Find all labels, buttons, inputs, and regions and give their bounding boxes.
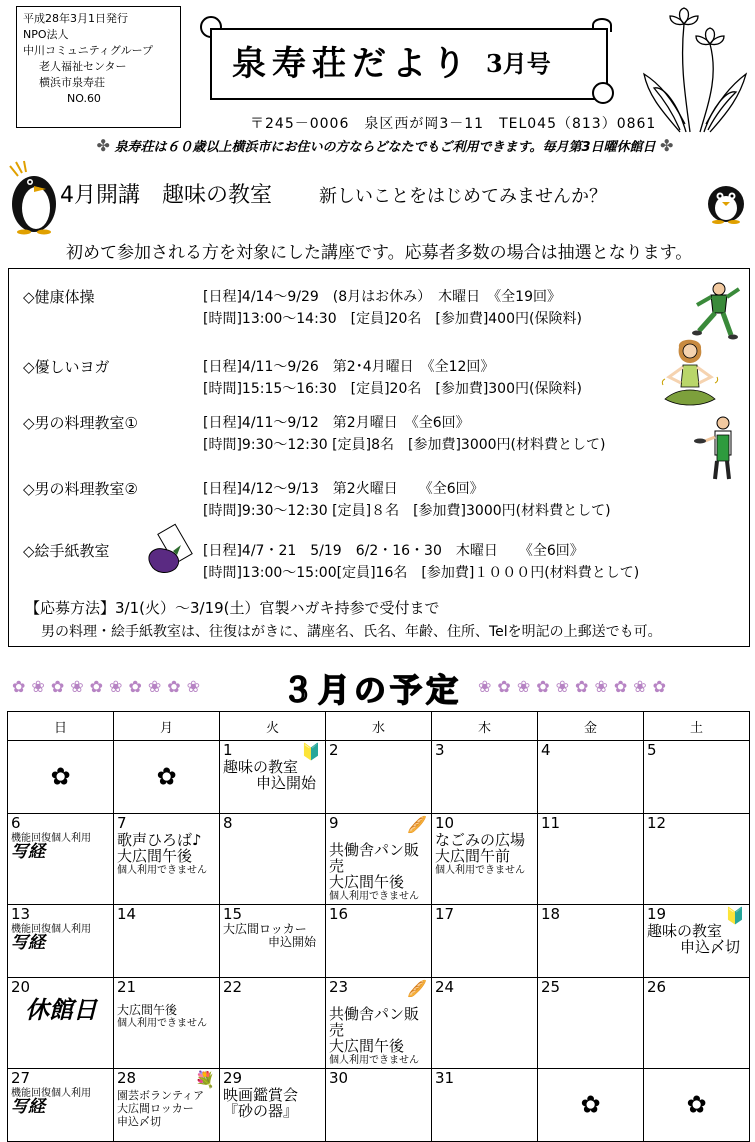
flower-icon: ✿ bbox=[50, 762, 71, 791]
event-text: 個人利用できません bbox=[117, 1018, 207, 1029]
calendar-cell bbox=[326, 814, 432, 905]
calendar-cell-empty bbox=[114, 741, 220, 814]
course-details: [時間]13:00～14:30 [定員]20名 [参加費]400円(保険料) bbox=[203, 311, 582, 327]
course-details: [時間]9:30～12:30 [定員]８名 [参加費]3000円(材料費として) bbox=[203, 503, 611, 519]
day-number: 5 bbox=[647, 741, 657, 759]
calendar-cell bbox=[8, 905, 114, 978]
course-name: ◇健康体操 bbox=[23, 288, 95, 306]
flower-plant-icon bbox=[640, 4, 750, 132]
weekday-fri: 金 bbox=[538, 712, 644, 741]
event-text: 機能回復個人利用 bbox=[11, 833, 91, 844]
day-number: 7 bbox=[117, 814, 127, 832]
calendar-week bbox=[8, 978, 750, 1069]
event-text: 個人利用できません bbox=[117, 865, 207, 876]
day-number: 20 bbox=[11, 978, 31, 996]
calendar-cell bbox=[432, 905, 538, 978]
calendar-cell bbox=[538, 978, 644, 1069]
calendar-cell-empty bbox=[538, 1069, 644, 1142]
calendar-cell bbox=[538, 814, 644, 905]
contact-address: 〒245－0006 泉区西が岡3－11 TEL045（813）0861 bbox=[250, 116, 657, 132]
calendar-cell bbox=[538, 905, 644, 978]
course-name: ◇男の料理教室① bbox=[23, 414, 138, 432]
day-number: 6 bbox=[11, 814, 21, 832]
notice-text: 泉寿荘は６０歳以上横浜市にお住いの方ならどなたでもご利用できます。毎月第3日曜休館日 bbox=[114, 140, 656, 155]
event-text: 大広間午前 bbox=[435, 847, 511, 865]
course-schedule: [日程]4/11～9/12 第2月曜日 《全6回》 bbox=[203, 415, 470, 431]
day-number: 27 bbox=[11, 1069, 31, 1087]
calendar-cell bbox=[220, 1069, 326, 1142]
day-number: 8 bbox=[223, 814, 233, 832]
issue-month: 3月号 bbox=[486, 49, 551, 78]
beginner-mark-icon: 🔰 bbox=[725, 906, 745, 925]
event-text: 園芸ボランティア bbox=[117, 1089, 205, 1102]
clover-icon: ✤ bbox=[96, 136, 110, 155]
weekday-tue: 火 bbox=[220, 712, 326, 741]
weekday-sun: 日 bbox=[8, 712, 114, 741]
day-number: 29 bbox=[223, 1069, 243, 1087]
day-number: 22 bbox=[223, 978, 243, 996]
issue-date: 平成28年3月1日発行 bbox=[23, 12, 128, 25]
event-text: 大広間午後 bbox=[117, 847, 193, 865]
day-number: 17 bbox=[435, 905, 455, 923]
course-details: [時間]15:15～16:30 [定員]20名 [参加費]300円(保険料) bbox=[203, 381, 582, 397]
day-number: 3 bbox=[435, 741, 445, 759]
calendar-cell bbox=[538, 741, 644, 814]
flower-bouquet-icon: 💐 bbox=[195, 1070, 215, 1089]
cooking-man-icon bbox=[693, 415, 741, 481]
calendar-cell bbox=[220, 741, 326, 814]
course-heading-title: 4月開講 趣味の教室 bbox=[60, 183, 272, 208]
event-text: 共働舎パン販売 bbox=[329, 841, 420, 875]
weekday-sat: 土 bbox=[644, 712, 750, 741]
course-name: ◇男の料理教室② bbox=[23, 480, 138, 498]
calendar-cell bbox=[220, 978, 326, 1069]
course-list-box bbox=[8, 268, 750, 647]
march-calendar bbox=[7, 711, 750, 1142]
penguin-icon bbox=[704, 178, 748, 224]
day-number: 15 bbox=[223, 905, 243, 923]
calendar-cell bbox=[432, 741, 538, 814]
flower-icon: ✿ bbox=[580, 1090, 601, 1119]
weekday-thu: 木 bbox=[432, 712, 538, 741]
calendar-cell bbox=[644, 905, 750, 978]
eggplant-painting-icon bbox=[143, 525, 193, 575]
event-text: 大広間午後 bbox=[329, 873, 405, 891]
calendar-cell bbox=[644, 978, 750, 1069]
newsletter-title: 泉寿荘だより bbox=[232, 44, 472, 84]
day-number: 26 bbox=[647, 978, 667, 996]
calendar-cell bbox=[114, 978, 220, 1069]
course-schedule: [日程]4/14～9/29 (8月はお休み） 木曜日 《全19回》 bbox=[203, 289, 561, 305]
calendar-cell bbox=[220, 814, 326, 905]
course-name: ◇優しいヨガ bbox=[23, 358, 110, 376]
day-number: 11 bbox=[541, 814, 561, 832]
course-details: [時間]9:30～12:30 [定員]8名 [参加費]3000円(材料費として) bbox=[203, 437, 606, 453]
publisher-info-box bbox=[16, 6, 181, 128]
event-text: 個人利用できません bbox=[329, 1055, 419, 1066]
flower-decoration-left bbox=[12, 677, 206, 696]
day-number: 23 bbox=[329, 978, 349, 996]
penguin-icon bbox=[6, 160, 62, 234]
calendar-cell bbox=[326, 741, 432, 814]
closed-day-label: 休館日 bbox=[25, 995, 97, 1024]
day-number: 25 bbox=[541, 978, 561, 996]
flower-icon: ✿ bbox=[686, 1090, 707, 1119]
day-number: 13 bbox=[11, 905, 31, 923]
day-number: 21 bbox=[117, 978, 137, 996]
event-text: 個人利用できません bbox=[329, 891, 419, 902]
event-text: 『砂の器』 bbox=[223, 1102, 299, 1120]
weekday-mon: 月 bbox=[114, 712, 220, 741]
calendar-cell-empty bbox=[8, 741, 114, 814]
event-text: 共働舎パン販売 bbox=[329, 1005, 420, 1039]
event-text: 個人利用できません bbox=[435, 865, 525, 876]
issue-number: NO.60 bbox=[67, 92, 101, 105]
calendar-week bbox=[8, 814, 750, 905]
event-text: 大広間午後 bbox=[117, 1003, 178, 1017]
apply-method: 【応募方法】3/1(火）～3/19(土）官製ハガキ持参で受付まで bbox=[25, 599, 440, 617]
calendar-cell bbox=[114, 905, 220, 978]
calendar-cell bbox=[326, 905, 432, 978]
title-scroll-banner bbox=[196, 10, 616, 104]
event-text: 申込〆切 bbox=[117, 1115, 161, 1128]
calendar-cell bbox=[644, 814, 750, 905]
exercise-person-icon bbox=[689, 281, 741, 339]
day-number: 12 bbox=[647, 814, 667, 832]
day-number: 30 bbox=[329, 1069, 349, 1087]
publisher-center: 老人福祉センター bbox=[39, 60, 127, 73]
day-number: 19 bbox=[647, 905, 667, 923]
calendar-cell bbox=[8, 1069, 114, 1142]
calendar-cell-empty bbox=[644, 1069, 750, 1142]
course-name: ◇絵手紙教室 bbox=[23, 542, 110, 560]
course-schedule: [日程]4/12～9/13 第2火曜日 《全6回》 bbox=[203, 481, 484, 497]
calendar-week bbox=[8, 905, 750, 978]
clover-icon: ✤ bbox=[660, 136, 674, 155]
day-number: 10 bbox=[435, 814, 455, 832]
flower-decoration-right bbox=[478, 677, 672, 696]
course-schedule: [日程]4/11～9/26 第2･4月曜日 《全12回》 bbox=[203, 359, 495, 375]
yoga-person-icon bbox=[659, 337, 721, 413]
weekday-header-row bbox=[8, 712, 750, 741]
event-text: 大広間午後 bbox=[329, 1037, 405, 1055]
event-text: 大広間ロッカー bbox=[117, 1102, 194, 1115]
event-text: 趣味の教室 bbox=[647, 922, 723, 940]
facility-notice bbox=[30, 136, 740, 155]
course-intro-text: 初めて参加される方を対象にした講座です。応募者多数の場合は抽選となります。 bbox=[66, 243, 693, 263]
calendar-cell bbox=[326, 1069, 432, 1142]
publisher-org-type: NPO法人 bbox=[23, 28, 69, 41]
event-text: 写経 bbox=[11, 1097, 45, 1117]
event-text: 映画鑑賞会 bbox=[223, 1086, 299, 1104]
apply-note: 男の料理・絵手紙教室は、往復はがきに、講座名、氏名、年齢、住所、Telを明記の上郵送でも可。 bbox=[41, 624, 662, 640]
calendar-cell bbox=[432, 978, 538, 1069]
tulip-icon: ❀✿❀✿❀✿❀✿❀✿ bbox=[478, 677, 673, 696]
course-section-heading bbox=[60, 178, 607, 209]
day-number: 1 bbox=[223, 741, 233, 759]
calendar-cell bbox=[114, 814, 220, 905]
event-text: 機能回復個人利用 bbox=[11, 924, 91, 935]
calendar-cell bbox=[432, 1069, 538, 1142]
day-number: 18 bbox=[541, 905, 561, 923]
calendar-cell-closed bbox=[8, 978, 114, 1069]
event-text: 趣味の教室 bbox=[223, 758, 299, 776]
calendar-cell bbox=[8, 814, 114, 905]
calendar-cell bbox=[644, 741, 750, 814]
day-number: 9 bbox=[329, 814, 339, 832]
flower-icon: ✿ bbox=[156, 762, 177, 791]
tulip-icon: ✿❀✿❀✿❀✿❀✿❀ bbox=[12, 677, 207, 696]
publisher-group: 中川コミュニティグループ bbox=[23, 44, 154, 57]
publisher-facility: 横浜市泉寿荘 bbox=[39, 76, 105, 89]
event-text: 申込開始 bbox=[255, 774, 316, 792]
day-number: 16 bbox=[329, 905, 349, 923]
bread-icon: 🥖 bbox=[407, 815, 427, 834]
day-number: 24 bbox=[435, 978, 455, 996]
calendar-week bbox=[8, 1069, 750, 1142]
calendar-cell bbox=[114, 1069, 220, 1142]
weekday-wed: 水 bbox=[326, 712, 432, 741]
scroll-curl-icon bbox=[592, 82, 614, 104]
event-text: 申込〆切 bbox=[679, 938, 740, 956]
beginner-mark-icon: 🔰 bbox=[301, 742, 321, 761]
calendar-cell bbox=[220, 905, 326, 978]
course-details: [時間]13:00～15:00[定員]16名 [参加費]１０００円(材料費として) bbox=[203, 565, 640, 581]
event-text: 写経 bbox=[11, 933, 45, 953]
calendar-week bbox=[8, 741, 750, 814]
calendar-title: ３月の予定 bbox=[282, 671, 463, 709]
course-heading-subtitle: 新しいことをはじめてみませんか？ bbox=[319, 186, 607, 207]
bread-icon: 🥖 bbox=[407, 979, 427, 998]
day-number: 4 bbox=[541, 741, 551, 759]
event-text: 機能回復個人利用 bbox=[11, 1088, 91, 1099]
calendar-cell bbox=[326, 978, 432, 1069]
course-schedule: [日程]4/7・21 5/19 6/2・16・30 木曜日 《全6回》 bbox=[203, 543, 584, 559]
calendar-cell bbox=[432, 814, 538, 905]
day-number: 28 bbox=[117, 1069, 137, 1087]
day-number: 2 bbox=[329, 741, 339, 759]
event-text: なごみの広場 bbox=[435, 831, 526, 849]
event-text: 写経 bbox=[11, 842, 45, 862]
event-text: 歌声ひろば♪ bbox=[117, 831, 202, 849]
day-number: 14 bbox=[117, 905, 137, 923]
event-text: 大広間ロッカー bbox=[223, 922, 307, 936]
event-text: 申込開始 bbox=[267, 935, 316, 949]
day-number: 31 bbox=[435, 1069, 455, 1087]
